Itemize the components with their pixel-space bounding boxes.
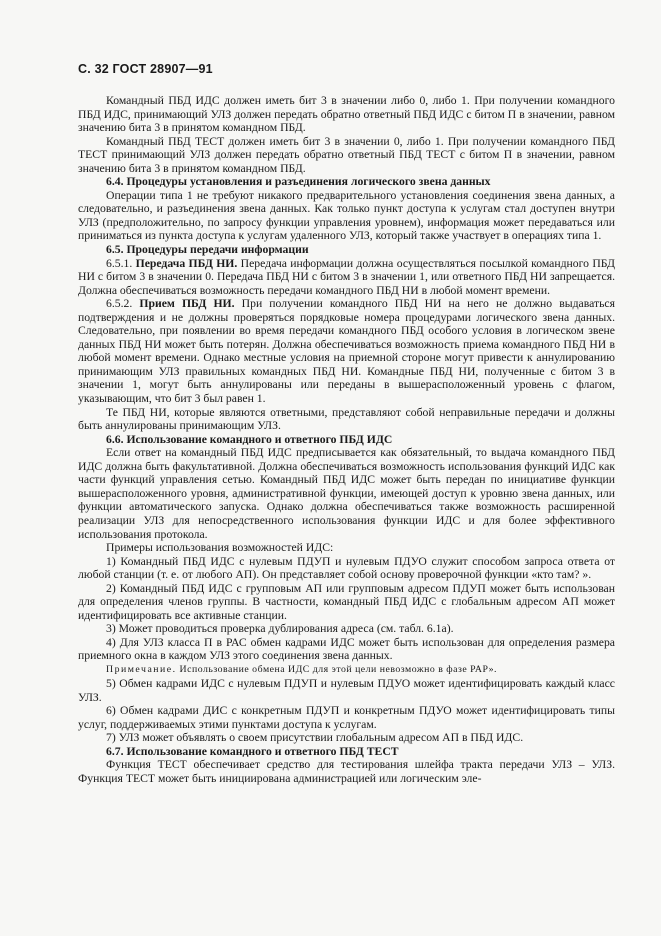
paragraph-text: Командный ПБД ТЕСТ должен иметь бит 3 в значении 0, либо 1. При получении командного ПБД ТЕСТ принимающий УЛЗ должен передать обратно ответный ПБД ТЕСТ с битом П в значении, равном значению бита 3 в принятом командном ПБД. <box>78 134 615 175</box>
section-heading <box>78 745 615 759</box>
paragraph <box>78 406 615 433</box>
paragraph-text: 7) УЛЗ может объявлять о своем присутствии глобальным адресом АП в ПБД ИДС. <box>106 731 524 745</box>
paragraph <box>78 94 615 135</box>
paragraph-text: Примеры использования возможностей ИДС: <box>106 541 334 555</box>
paragraph <box>78 189 615 243</box>
paragraph <box>78 677 615 704</box>
clause-title: Прием ПБД НИ. <box>139 297 235 311</box>
paragraph <box>78 541 615 555</box>
paragraph-text: 3) Может проводиться проверка дублирования адреса (см. табл. 6.1а). <box>106 622 454 636</box>
paragraph-text: При получении командного ПБД НИ на него не должно выдаваться подтверждения и не должны проверяться порядковые номера процедурами логического звена данных. Следовательно, при появлении во время передачи командного ПБД особого условия в логическом звене данных ПБД НИ может быть потерян. Должна обеспечиваться возможность приема командного ПБД НИ в любой момент времени. Однако местные условия на приемной стороне могут привести к аннулированию принимающим УЛЗ правильных командных ПБД НИ. Командные ПБД НИ, полученные с битом 3 в значении 1, могут быть аннулированы или переданы в вышерасположенный уровень с флагом, указывающим, что бит 3 был равен 1. <box>78 297 615 406</box>
clause-title: Передача ПБД НИ. <box>135 256 238 270</box>
paragraph-text: Использование обмена ИДС для этой цели невозможно в фазе РАР». <box>176 663 497 675</box>
clause-number: 6.5.2. <box>106 297 140 311</box>
paragraph <box>78 636 615 663</box>
paragraph <box>78 758 615 785</box>
paragraph <box>78 297 615 405</box>
paragraph <box>78 446 615 541</box>
paragraph <box>78 582 615 623</box>
paragraph <box>78 257 615 298</box>
note-label: Примечание. <box>106 663 177 675</box>
paragraph <box>78 704 615 731</box>
paragraph-text: 6) Обмен кадрами ДИС с конкретным ПДУП и конкретным ПДУО может идентифицировать типы услуг, поддерживаемых этими пунктами доступа к услугам. <box>78 704 615 731</box>
paragraph-text: 4) Для УЛЗ класса П в РАС обмен кадрами ИДС может быть использован для определения размера приемного окна в каждом УЛЗ этого соединения звена данных. <box>78 635 615 663</box>
paragraph <box>78 622 615 636</box>
paragraph <box>78 135 615 176</box>
paragraph-text: Если ответ на командный ПБД ИДС предписывается как обязательный, то выдача командного ПБД ИДС должна быть факультативной. Должна обеспечиваться возможность использования функций ИДС как части функций управления сетью. Командный ПБД ИДС может быть передан по инициативе функции вышерасположенного уровня, административной функции, имеющей доступ к уровню звена данных, или функции автоматического запуска. Однако должна обеспечиваться также возможность расширенной реализации УЛЗ для непосредственного использования функции ИДС и для более эффективного использования протокола. <box>78 446 615 541</box>
paragraph-text: Передача информации должна осуществляться посылкой командного ПБД НИ с битом 3 в значении 0. Передача ПБД НИ с битом 3 в значении 1, или ответного ПБД НИ запрещается. Должна обеспечиваться возможность передачи командного ПБД НИ в любой момент времени. <box>78 256 615 297</box>
paragraph-text: 2) Командный ПБД ИДС с групповым АП или групповым адресом ПДУП может быть использован для определения членов группы. В частности, командный ПБД ИДС с глобальным адресом АП может идентифицировать все активные станции. <box>78 581 615 622</box>
paragraph <box>78 731 615 745</box>
paragraph-text: 1) Командный ПБД ИДС с нулевым ПДУП и нулевым ПДУО служит способом запроса ответа от любой станции (т. е. от любого АП). Он представляет собой основу проверочной функции «кто там? ». <box>78 554 615 582</box>
clause-number: 6.5.1. <box>106 256 136 270</box>
document-body <box>78 94 615 785</box>
paragraph-text: Командный ПБД ИДС должен иметь бит 3 в значении либо 0, либо 1. При получении командного ПБД ИДС, принимающий УЛЗ должен передать обратно ответный ПБД ИДС с битом П в значении, равном значению бита 3 в принятом командном ПБД. <box>78 94 615 135</box>
paragraph-text: 5) Обмен кадрами ИДС с нулевым ПДУП и нулевым ПДУО может идентифицировать каждый класс УЛЗ. <box>78 676 615 704</box>
paragraph-text: 6.7. Использование командного и ответного ПБД ТЕСТ <box>106 744 399 758</box>
paragraph-text: Функция ТЕСТ обеспечивает средство для тестирования шлейфа тракта передачи УЛЗ – УЛЗ. Функция ТЕСТ может быть инициирована администрацией или логическим эле- <box>78 758 615 785</box>
section-heading <box>78 243 615 257</box>
note-paragraph <box>78 663 615 677</box>
section-heading <box>78 433 615 447</box>
paragraph-text: 6.6. Использование командного и ответного ПБД ИДС <box>106 432 393 446</box>
section-heading <box>78 175 615 189</box>
page-header: С. 32 ГОСТ 28907—91 <box>78 62 213 76</box>
paragraph-text: 6.4. Процедуры установления и разъединения логического звена данных <box>106 175 491 189</box>
paragraph <box>78 555 615 582</box>
paragraph-text: 6.5. Процедуры передачи информации <box>106 243 309 257</box>
paragraph-text: Операции типа 1 не требуют никакого предварительного установления соединения звена данных, а следовательно, и разъединения звена данных. Как только пункт доступа к услугам стал доступен внутри УЛЗ (предположительно, по запросу функции управления уровнем), информация может передаваться или приниматься из пункта доступа к услугам удаленного УЛЗ, который также участвует в операциях типа 1. <box>78 188 615 243</box>
paragraph-text: Те ПБД НИ, которые являются ответными, представляют собой неправильные передачи и должны быть аннулированы принимающим УЛЗ. <box>78 405 615 433</box>
